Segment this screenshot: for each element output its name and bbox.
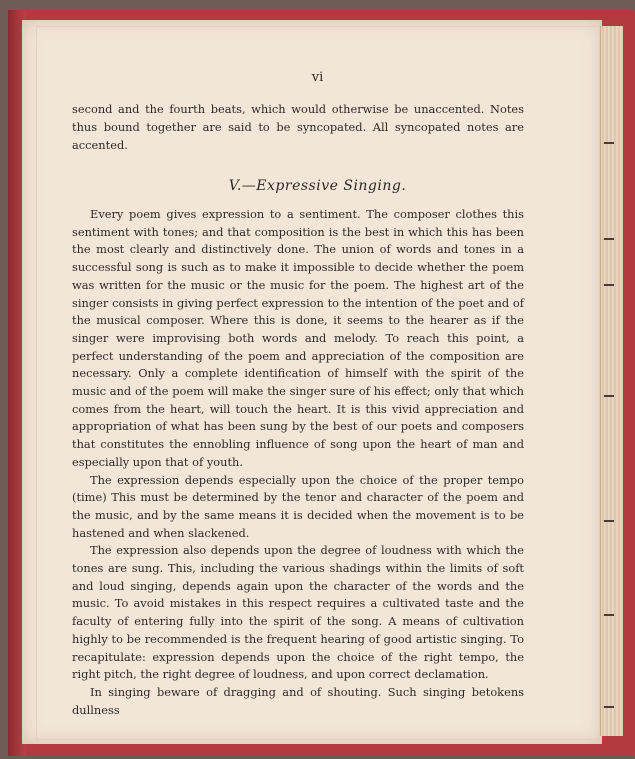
- page-number: vi: [311, 70, 324, 85]
- paragraph-3: The expression also depends upon the degree of loudness with which the tones are sung. This, including the various shadings within the limits of soft and loud singing, depends again upon the character of the words and the music. To avoid mistakes in this respect requires a cultivated taste and the faculty of entering fully into the spirit of the song. A means of cultivation highly to be recommended is the frequent hearing of good artistic singing. To recapitulate: expression depends upon the choice of the right tempo, the right pitch, the right degree of loudness, and upon correct declamation.: [72, 543, 524, 682]
- fore-edge-mark: [604, 284, 614, 286]
- section-body: [72, 206, 524, 719]
- fore-edge-mark: [604, 614, 614, 616]
- continuation-paragraph: second and the fourth beats, which would otherwise be unaccented. Notes thus bound together are said to be syncopated. All syncopated notes are accented.: [72, 102, 524, 152]
- page-fore-edge: [600, 26, 623, 736]
- paragraph-4: In singing beware of dragging and of shouting. Such singing betokens dullness: [72, 684, 524, 717]
- fore-edge-mark: [604, 706, 614, 708]
- fore-edge-mark: [604, 238, 614, 240]
- fore-edge-mark: [604, 142, 614, 144]
- fore-edge-mark: [604, 395, 614, 397]
- fore-edge-mark: [604, 520, 614, 522]
- paragraph-2: The expression depends especially upon the choice of the proper tempo (time) This must be determined by the tenor and character of the poem and the music, and by the same means it is decided when the movement is to be hastened and when slackened.: [72, 472, 524, 540]
- paragraph-1: Every poem gives expression to a sentiment. The composer clothes this sentiment with tones; and that composition is the best in which this has been the most clearly and distinctively done. The union of words and tones in a successful song is such as to make it impossible to decide whether the poem was written for the music or the music for the poem. The highest art of the singer consists in giving perfect expression to the intention of the poet and of the musical composer. Where this is done, it seems to the hearer as if the singer were improvising both words and melody. To reach this point, a perfect understanding of the poem and appreciation of the composition are necessary. Only a complete identification of himself with the spirit of the music and of the poem will make the singer sure of his effect; only that which comes from the heart, will touch the heart. It is this vivid appreciation and appropriation of what has been sung by the best of our poets and composers that constitutes the ennobling influence of song upon the heart of man and especially upon that of youth.: [72, 207, 524, 469]
- continuation-text: [72, 100, 524, 154]
- section-heading: V.—Expressive Singing.: [228, 178, 407, 194]
